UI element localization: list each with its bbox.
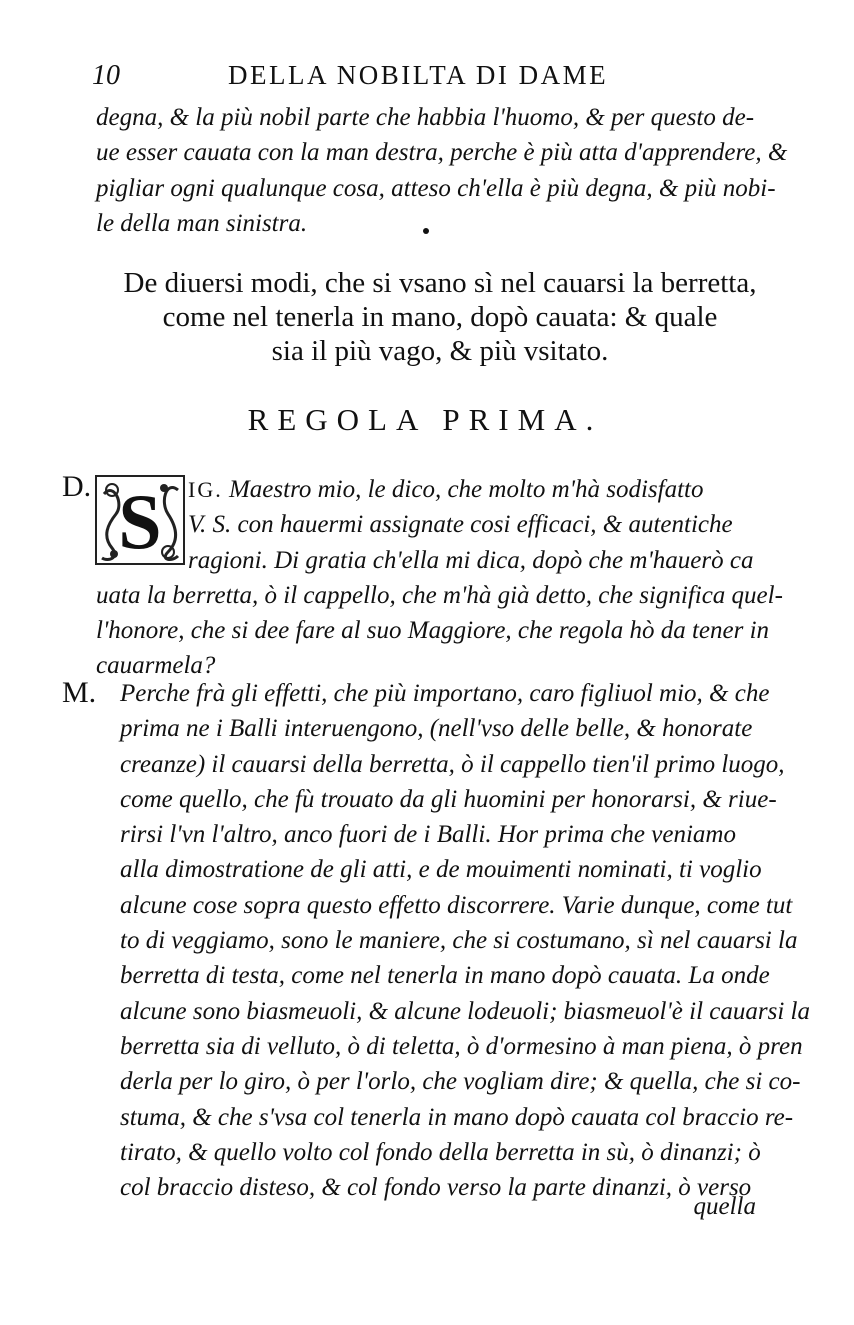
text-line: alla dimostratione de gli atti, e de mouimenti nominati, ti voglio [120,856,762,884]
text-line: to di veggiamo, sono le maniere, che si costumano, sì nel cauarsi la [120,927,798,955]
text-line: berretta sia di velluto, ò di teletta, ò d'ormesino à man piena, ò pren [120,1032,803,1060]
paragraph-d [96,472,796,684]
speaker-label-d: D. [62,470,92,503]
catchword: quella [693,1193,756,1220]
chapter-heading [80,266,800,368]
heading-line: De diuersi modi, che si vsano sì nel cauarsi la berretta, [123,267,757,299]
smallcaps-word: IG. [188,477,223,502]
text-line: pigliar ogni qualunque cosa, atteso ch'ella è più degna, & più nobi- [96,174,776,202]
text-line: Perche frà gli effetti, che più importano, caro figliuol mio, & che [120,680,770,707]
text-line: come quello, che fù trouato da gli huomini per honorarsi, & riue- [120,785,777,813]
text-line: ragioni. Di gratia ch'ella mi dica, dopò che m'hauerò ca [188,546,754,574]
text-fragment: Maestro mio, le dico, che molto m'hà sodisfatto [228,476,704,503]
speaker-label-m: M. [62,676,97,709]
text-line: prima ne i Balli interuengono, (nell'vso delle belle, & honorate [120,715,753,743]
running-head [92,58,732,92]
heading-line: come nel tenerla in mano, dopò cauata: & quale [162,301,718,333]
text-line: degna, & la più nobil parte che habbia l'huomo, & per questo de- [96,104,755,131]
text-line: col braccio disteso, & col fondo verso la parte dinanzi, ò verso [120,1174,752,1202]
text-line: stuma, & che s'vsa col tenerla in mano dopò cauata col braccio re- [120,1103,794,1131]
running-title: DELLA NOBILTA DI DAME [228,60,609,90]
text-line: alcune cose sopra questo effetto discorrere. Varie dunque, come tut [120,891,793,919]
text-line: tirato, & quello volto col fondo della berretta in sù, ò dinanzi; ò [120,1138,761,1166]
text-line: l'honore, che si dee fare al suo Maggiore, che regola hò da tener in [96,617,770,645]
text-line: uata la berretta, ò il cappello, che m'hà già detto, che significa quel- [96,581,783,609]
text-line: creanze) il cauarsi della berretta, ò il cappello tien'il primo luogo, [120,750,785,778]
text-line: berretta di testa, come nel tenerla in mano dopò cauata. La onde [120,962,770,990]
text-line: rirsi l'vn l'altro, anco fuori de i Balli. Hor prima che veniamo [120,821,736,849]
paragraph-m [120,676,810,1205]
heading-line: sia il più vago, & più vsitato. [271,335,609,367]
page-number: 10 [92,60,120,91]
dropcap-letter: S [118,478,162,565]
continued-paragraph [96,100,796,241]
text-line [96,472,796,507]
dot-ornament [423,228,429,234]
rule-title: REGOLA PRIMA. [247,402,603,437]
text-line: ue esser cauata con la man destra, perche è più atta d'apprendere, & [96,139,788,167]
text-line: V. S. con hauermi assignate cosi efficaci, & autentiche [188,511,733,539]
text-line: alcune sono biasmeuoli, & alcune lodeuoli; biasmeuol'è il cauarsi la [120,997,810,1025]
text-line: le della man sinistra. [96,209,308,237]
text-line: derla per lo giro, ò per l'orlo, che vogliam dire; & quella, che si co- [120,1068,801,1096]
text-line: cauarmela? [96,652,216,680]
